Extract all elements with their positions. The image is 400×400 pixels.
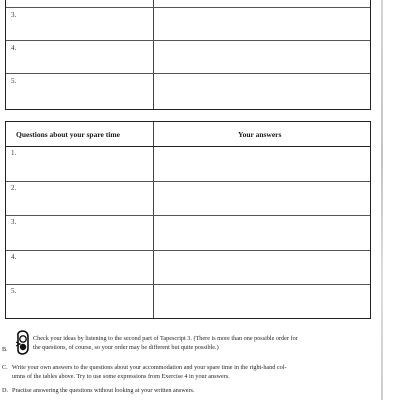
- table-row: [6, 73, 370, 111]
- cassette-tape-icon: [14, 330, 32, 356]
- instruction-text: Practise answering the questions without looking at your written answers.: [12, 387, 195, 394]
- row-number: 5.: [11, 287, 17, 296]
- instruction-text: Check your ideas by listening to the second part of Tapescript 3. (There is more than one possible order for the questions, of course, so your order may be different but quite possible.): [33, 335, 298, 351]
- table-row: [6, 40, 370, 74]
- questions-column-header: Questions about your spare time: [16, 130, 120, 139]
- answers-column-header: Your answers: [238, 130, 282, 139]
- spare-time-questions-table: [5, 121, 371, 319]
- table-row: [6, 7, 370, 41]
- instruction-letter: B.: [2, 346, 8, 353]
- instruction-text: Write your own answers to the questions about your accommodation and your spare time in the right-hand col-: [12, 364, 287, 371]
- row-number: 3.: [11, 218, 17, 227]
- row-number: 2.: [11, 183, 17, 192]
- table-row: [6, 146, 370, 182]
- table-row: [6, 284, 370, 319]
- instruction-letter: C.: [2, 364, 8, 371]
- row-number: 4.: [11, 44, 17, 52]
- accommodation-questions-table: [5, 0, 371, 110]
- row-number: 1.: [11, 149, 17, 157]
- table-row: [6, 215, 370, 251]
- table-row: [6, 250, 370, 286]
- table-row: [6, 181, 370, 217]
- instruction-c: [2, 363, 396, 381]
- row-number: 4.: [11, 252, 17, 261]
- instruction-letter: D.: [2, 387, 9, 394]
- table-header: [6, 122, 370, 147]
- instruction-d: [2, 386, 396, 395]
- row-number: 5.: [11, 77, 17, 85]
- instruction-text-continued: umns of the tables above. Try to use some expressions from Exercise 4 in your answers.: [12, 373, 230, 380]
- row-number: 3.: [11, 11, 17, 19]
